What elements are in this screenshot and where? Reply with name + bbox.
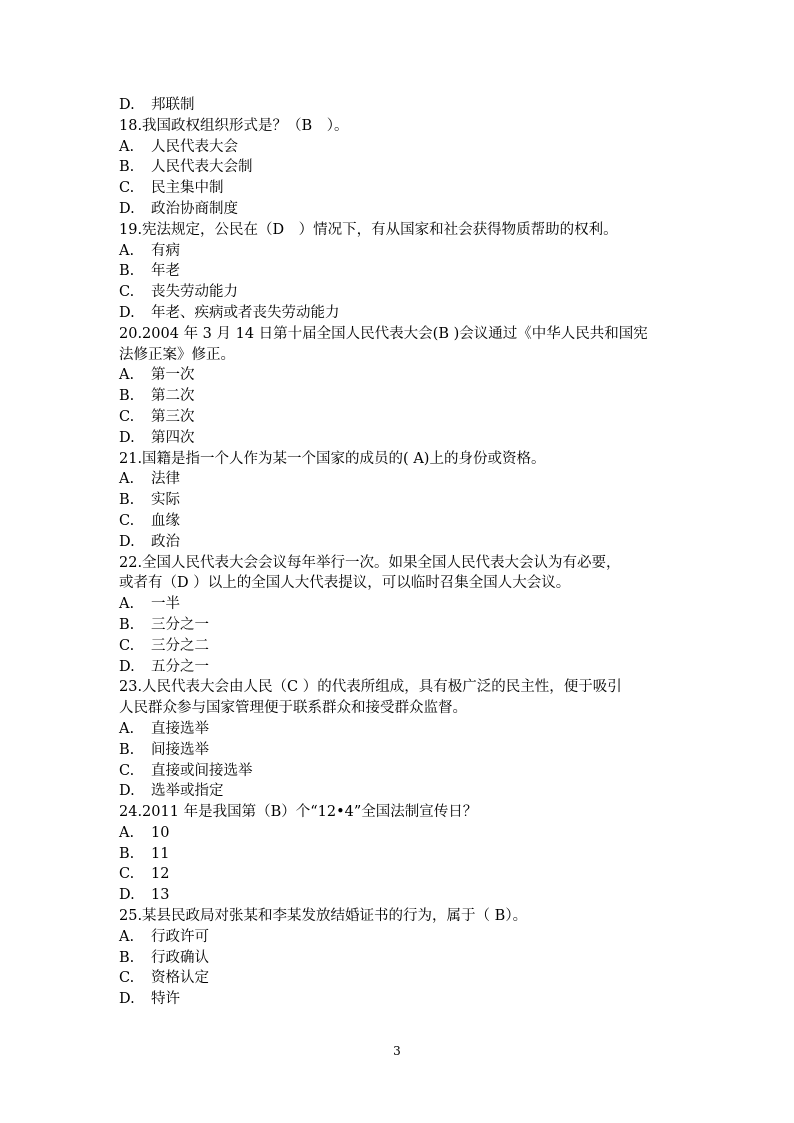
option-text: 行政确认 — [151, 949, 209, 966]
answer-option — [119, 365, 679, 386]
question-text: 21.国籍是指一个人作为某一个国家的成员的( A)上的身份或资格。 — [119, 450, 546, 467]
page-number: 3 — [393, 1044, 401, 1058]
option-letter: A. — [119, 596, 135, 613]
option-letter: B. — [119, 741, 135, 758]
question-text: 18.我国政权组织形式是？（B ）。 — [119, 117, 349, 134]
option-text: 一半 — [151, 596, 180, 613]
option-letter: A. — [119, 720, 135, 737]
answer-option — [119, 137, 679, 158]
answer-option — [119, 407, 679, 428]
answer-option — [119, 428, 679, 449]
answer-option — [119, 761, 679, 782]
question-text: 20.2004 年 3 月 14 日第十届全国人民代表大会(B )会议通过《中华人民共和国宪 — [119, 325, 648, 342]
option-text: 血缘 — [151, 512, 180, 529]
option-letter: D. — [119, 991, 135, 1008]
option-text: 法律 — [151, 471, 180, 488]
option-letter: C. — [119, 180, 135, 197]
option-text: 实际 — [151, 492, 180, 509]
option-letter: A. — [119, 367, 135, 384]
option-text: 12 — [151, 866, 170, 883]
option-text: 特许 — [151, 991, 180, 1008]
option-letter: B. — [119, 388, 135, 405]
answer-option — [119, 781, 679, 802]
answer-option — [119, 657, 679, 678]
option-text: 11 — [151, 845, 170, 862]
option-letter: C. — [119, 762, 135, 779]
option-letter: A. — [119, 824, 135, 841]
option-letter: D. — [119, 783, 135, 800]
option-letter: D. — [119, 887, 135, 904]
option-text: 政治协商制度 — [151, 200, 238, 217]
answer-option — [119, 157, 679, 178]
answer-option — [119, 490, 679, 511]
answer-option — [119, 532, 679, 553]
option-text: 有病 — [151, 242, 180, 259]
document-body — [119, 95, 679, 1010]
answer-option — [119, 864, 679, 885]
option-text: 民主集中制 — [151, 180, 224, 197]
question-text: 人民群众参与国家管理便于联系群众和接受群众监督。 — [119, 700, 467, 717]
option-text: 第四次 — [151, 429, 195, 446]
option-text: 年老、疾病或者丧失劳动能力 — [151, 304, 340, 321]
option-text: 10 — [151, 824, 170, 841]
option-letter: C. — [119, 284, 135, 301]
option-text: 第二次 — [151, 388, 195, 405]
option-text: 五分之一 — [151, 658, 209, 675]
option-text: 行政许可 — [151, 928, 209, 945]
answer-option — [119, 303, 679, 324]
question-text: 23.人民代表大会由人民（C ）的代表所组成，具有极广泛的民主性，便于吸引 — [119, 679, 622, 696]
option-text: 人民代表大会制 — [151, 159, 253, 176]
option-text: 第一次 — [151, 367, 195, 384]
option-text: 三分之一 — [151, 616, 209, 633]
answer-option — [119, 615, 679, 636]
option-letter: B. — [119, 263, 135, 280]
answer-option — [119, 178, 679, 199]
answer-option — [119, 885, 679, 906]
question-text: 19.宪法规定，公民在（D ）情况下，有从国家和社会获得物质帮助的权利。 — [119, 221, 618, 238]
option-text: 邦联制 — [151, 97, 195, 113]
answer-option — [119, 844, 679, 865]
answer-option — [119, 282, 679, 303]
option-text: 第三次 — [151, 408, 195, 425]
option-text: 直接选举 — [151, 720, 209, 737]
option-letter: A. — [119, 928, 135, 945]
option-letter: C. — [119, 970, 135, 987]
question-text: 25.某县民政局对张某和李某发放结婚证书的行为，属于（ B）。 — [119, 908, 528, 925]
option-text: 年老 — [151, 263, 180, 280]
option-letter: D. — [119, 97, 135, 113]
option-letter: C. — [119, 866, 135, 883]
question-text: 法修正案》修正。 — [119, 346, 235, 363]
option-text: 丧失劳动能力 — [151, 284, 238, 301]
answer-option — [119, 469, 679, 490]
option-text: 直接或间接选举 — [151, 762, 253, 779]
answer-option — [119, 968, 679, 989]
option-letter: D. — [119, 429, 135, 446]
answer-option — [119, 511, 679, 532]
option-letter: C. — [119, 408, 135, 425]
option-text: 间接选举 — [151, 741, 209, 758]
option-letter: B. — [119, 492, 135, 509]
answer-option — [119, 261, 679, 282]
option-text: 13 — [151, 887, 170, 904]
answer-option — [119, 927, 679, 948]
option-text: 选举或指定 — [151, 783, 224, 800]
option-text: 人民代表大会 — [151, 138, 238, 155]
option-letter: A. — [119, 242, 135, 259]
option-text: 政治 — [151, 533, 180, 550]
answer-option — [119, 636, 679, 657]
option-letter: B. — [119, 616, 135, 633]
option-letter: B. — [119, 159, 135, 176]
question-text: 或者有（D ）以上的全国人大代表提议，可以临时召集全国人大会议。 — [119, 575, 571, 592]
answer-option — [119, 719, 679, 740]
answer-option — [119, 95, 679, 116]
answer-option — [119, 199, 679, 220]
option-letter: D. — [119, 200, 135, 217]
option-letter: D. — [119, 658, 135, 675]
answer-option — [119, 594, 679, 615]
option-letter: C. — [119, 637, 135, 654]
option-letter: C. — [119, 512, 135, 529]
question-text: 24.2011 年是我国第（B）个“12•4”全国法制宣传日？ — [119, 804, 478, 821]
answer-option — [119, 740, 679, 761]
answer-option — [119, 823, 679, 844]
option-letter: A. — [119, 471, 135, 488]
question-text: 22.全国人民代表大会会议每年举行一次。如果全国人民代表大会认为有必要， — [119, 554, 621, 571]
option-letter: B. — [119, 845, 135, 862]
option-text: 资格认定 — [151, 970, 209, 987]
answer-option — [119, 241, 679, 262]
answer-option — [119, 386, 679, 407]
answer-option — [119, 989, 679, 1010]
option-letter: B. — [119, 949, 135, 966]
answer-option — [119, 948, 679, 969]
option-letter: D. — [119, 533, 135, 550]
option-letter: D. — [119, 304, 135, 321]
option-text: 三分之二 — [151, 637, 209, 654]
option-letter: A. — [119, 138, 135, 155]
